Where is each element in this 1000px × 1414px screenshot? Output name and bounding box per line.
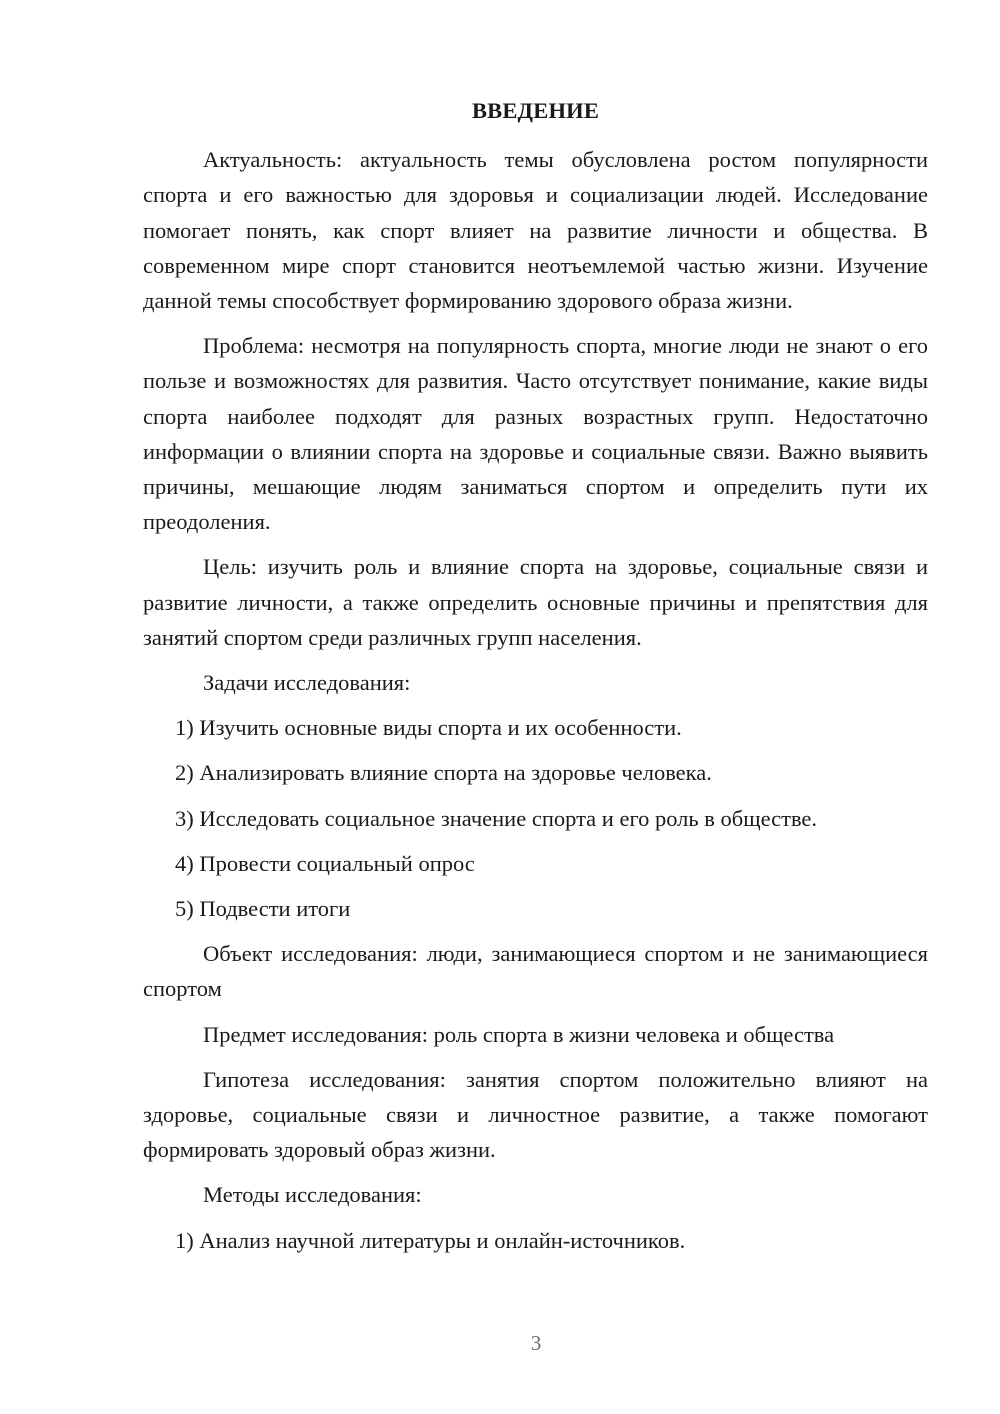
page-content xyxy=(143,93,928,1268)
method-item-1: 1) Анализ научной литературы и онлайн-источников. xyxy=(175,1227,686,1253)
section-title: ВВЕДЕНИЕ xyxy=(471,98,600,123)
relevance-paragraph: Актуальность: актуальность темы обусловлена ростом популярности спорта и его важностью для здоровья и социализации людей. Исследование помогает понять, как спорт влияет на развитие личности и общества. В современном мире спорт становится неотъемлемой частью жизни. Изучение данной темы способствует формированию здорового образа жизни. xyxy=(143,147,928,314)
methods-list xyxy=(143,1223,928,1258)
subject-paragraph: Предмет исследования: роль спорта в жизни человека и общества xyxy=(203,1021,835,1047)
page-number: 3 xyxy=(530,1331,542,1355)
task-item-2: 2) Анализировать влияние спорта на здоровье человека. xyxy=(175,760,712,786)
tasks-heading: Задачи исследования: xyxy=(203,670,411,696)
tasks-list xyxy=(143,710,928,926)
goal-paragraph: Цель: изучить роль и влияние спорта на здоровье, социальные связи и развитие личности, а также определить основные причины и препятствия для занятий спортом среди различных групп населения. xyxy=(143,554,928,650)
object-paragraph: Объект исследования: люди, занимающиеся спортом и не занимающиеся спортом xyxy=(143,941,928,1002)
methods-heading: Методы исследования: xyxy=(203,1182,422,1208)
hypothesis-paragraph: Гипотеза исследования: занятия спортом положительно влияют на здоровье, социальные связи и личностное развитие, а также помогают формировать здоровый образ жизни. xyxy=(143,1066,928,1163)
task-item-4: 4) Провести социальный опрос xyxy=(175,850,475,876)
task-item-1: 1) Изучить основные виды спорта и их особенности. xyxy=(175,715,682,741)
task-item-3: 3) Исследовать социальное значение спорта и его роль в обществе. xyxy=(175,805,818,831)
task-item-5: 5) Подвести итоги xyxy=(175,896,351,922)
problem-paragraph: Проблема: несмотря на популярность спорта, многие люди не знают о его пользе и возможностях для развития. Часто отсутствует понимание, какие виды спорта наиболее подходят для разных возрастных групп. Недостаточно информации о влиянии спорта на здоровье и социальные связи. Важно выявить причины, мешающие людям заниматься спортом и определить пути их преодоления. xyxy=(143,333,928,535)
